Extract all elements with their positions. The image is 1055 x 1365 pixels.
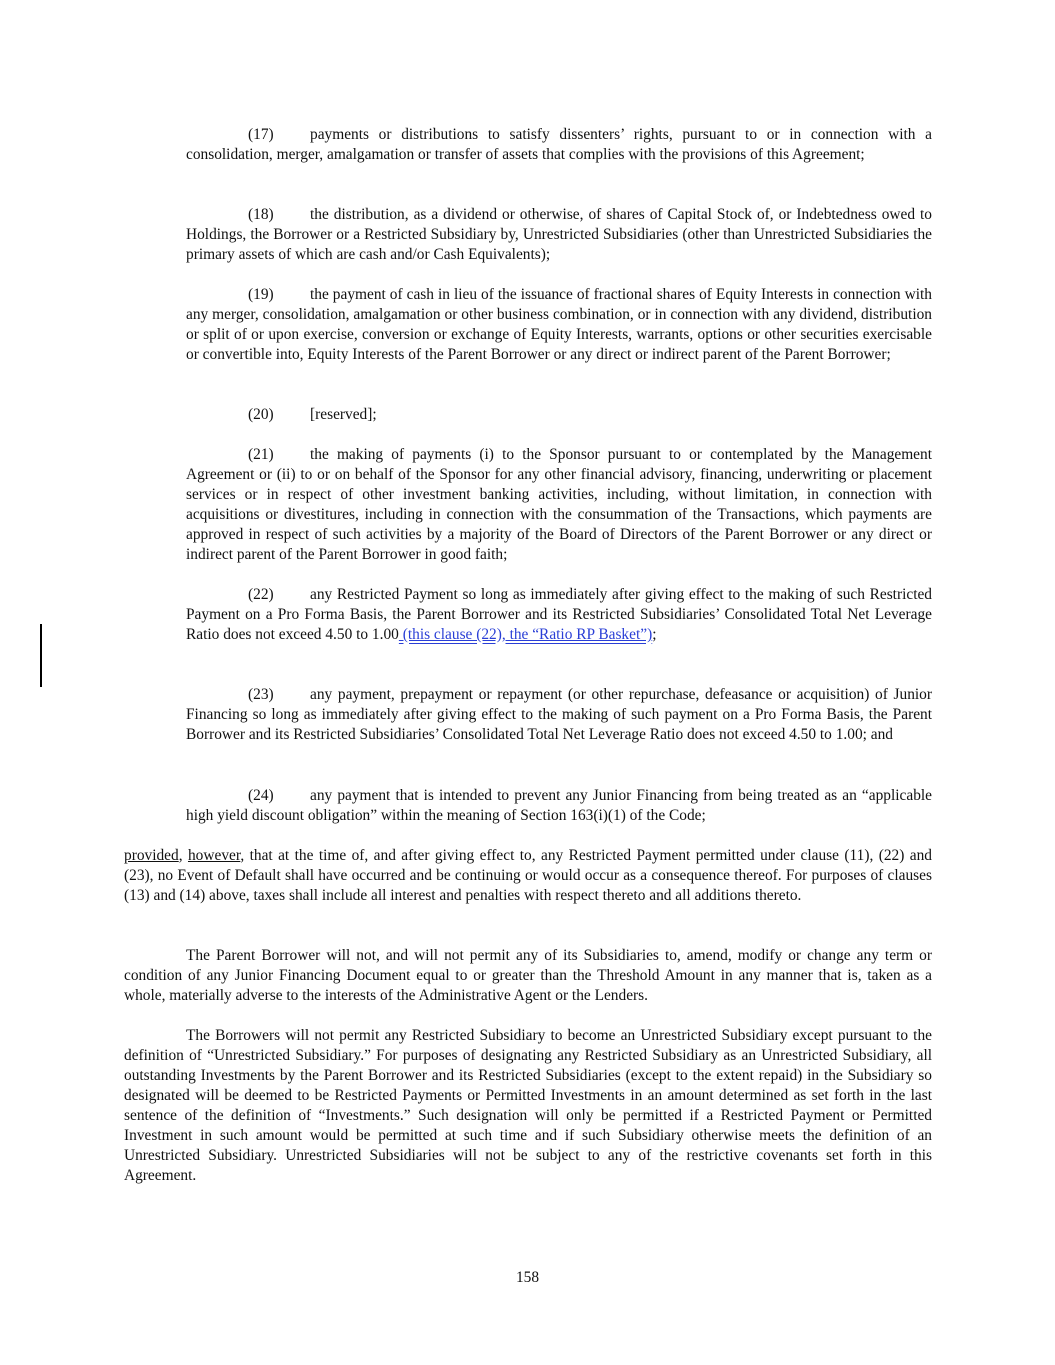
clause-text: payments or distributions to satisfy dissenters’ rights, pursuant to or in connection with a consolidation, merger, amalgamation or transfer of assets that complies with the provisions of this Agreement; bbox=[186, 126, 932, 163]
clause-number: (17) bbox=[248, 126, 274, 143]
clause-number: (23) bbox=[248, 686, 274, 703]
clause-20 bbox=[186, 405, 932, 425]
clause-number: (24) bbox=[248, 787, 274, 804]
clause-text: the payment of cash in lieu of the issuance of fractional shares of Equity Interests in connection with any merger, consolidation, amalgamation or other business combination, or in connection with any dividend, distribution or split of or upon exercise, conversion or exchange of Equity Interests, warrants, options or other securities exercisable or convertible into, Equity Interests of the Parent Borrower or any direct or indirect parent of the Parent Borrower; bbox=[186, 286, 932, 363]
clause-text: any payment that is intended to prevent any Junior Financing from being treated as an “applicable high yield discount obligation” within the meaning of Section 163(i)(1) of the Code; bbox=[186, 787, 932, 824]
page-number: 158 bbox=[515, 1269, 540, 1286]
clause-number: (19) bbox=[248, 286, 274, 303]
proviso-separator: , bbox=[178, 847, 188, 864]
clause-text: the making of payments (i) to the Sponsor pursuant to or contemplated by the Management Agreement or (ii) to or on behalf of the Sponsor for any other financial advisory, financing, underwriting or placement services or in respect of other investment banking activities, including, without limitation, in connection with acquisitions or divestitures, including in connection with the consummation of the Transactions, which payments are approved in respect of such activities by a majority of the Board of Directors of the Parent Borrower or any direct or indirect parent of the Parent Borrower in good faith; bbox=[186, 446, 932, 563]
inserted-text-ratio-rp-basket: (this clause (22), the “Ratio RP Basket”) bbox=[398, 626, 653, 643]
unrestricted-subsidiary-paragraph: The Borrowers will not permit any Restricted Subsidiary to become an Unrestricted Subsidiary except pursuant to the definition of “Unrestricted Subsidiary.” For purposes of designating any Restricted Subsidiary as an Unrestricted Subsidiary, all outstanding Investments by the Parent Borrower and its Restricted Subsidiaries (except to the extent repaid) in the Subsidiary so designated will be deemed to be Restricted Payments or Permitted Investments in an amount determined as set forth in the last sentence of the definition of “Investments.” Such designation will only be permitted if a Restricted Payment or Permitted Investment in such amount would be permitted at such time and if such Subsidiary otherwise meets the definition of an Unrestricted Subsidiary. Unrestricted Subsidiaries will not be subject to any of the restrictive covenants set forth in this Agreement. bbox=[124, 1027, 932, 1184]
clause-text: any Restricted Payment so long as immediately after giving effect to the making of such Restricted Payment on a Pro Forma Basis, the Parent Borrower and its Restricted Subsidiaries’ Consolidated Total Net Leverage Ratio does not exceed 4.50 to 1.00 bbox=[186, 586, 932, 643]
clause-number: (18) bbox=[248, 206, 274, 223]
clause-22 bbox=[186, 585, 932, 645]
junior-financing-paragraph: The Parent Borrower will not, and will not permit any of its Subsidiaries to, amend, modify or change any term or condition of any Junior Financing Document equal to or greater than the Threshold Amount in any manner that is, taken as a whole, materially adverse to the interests of the Administrative Agent or the Lenders. bbox=[124, 947, 932, 1004]
clause-18 bbox=[186, 205, 932, 265]
proviso-text: , that at the time of, and after giving effect to, any Restricted Payment permitted under clause (11), (22) and (23), no Event of Default shall have occurred and be continuing or would occur as a consequence thereof. For purposes of clauses (13) and (14) above, taxes shall include all interest and penalties with respect thereto and all additions thereto. bbox=[124, 847, 933, 904]
proviso-word-provided: provided bbox=[124, 847, 179, 864]
clause-17 bbox=[186, 125, 932, 165]
clause-text: any payment, prepayment or repayment (or other repurchase, defeasance or acquisition) of Junior Financing so long as immediately after giving effect to the making of such payment on a Pro Forma Basis, the Parent Borrower and its Restricted Subsidiaries’ Consolidated Total Net Leverage Ratio does not exceed 4.50 to 1.00; and bbox=[186, 686, 932, 743]
clause-number: (22) bbox=[248, 586, 274, 603]
clause-number: (20) bbox=[248, 406, 274, 423]
clause-21 bbox=[186, 445, 932, 565]
clause-text-tail: ; bbox=[652, 626, 657, 643]
clause-23 bbox=[186, 685, 932, 745]
proviso-word-however: however bbox=[187, 847, 241, 864]
clause-24 bbox=[186, 786, 932, 826]
clause-19 bbox=[186, 285, 932, 365]
clause-text: the distribution, as a dividend or otherwise, of shares of Capital Stock of, or Indebtedness owed to Holdings, the Borrower or a Restricted Subsidiary by, Unrestricted Subsidiaries (other than Unrestricted Subsidiaries the primary assets of which are cash and/or Cash Equivalents); bbox=[186, 206, 932, 263]
clause-text: [reserved]; bbox=[310, 406, 377, 423]
clause-number: (21) bbox=[248, 446, 274, 463]
proviso-paragraph bbox=[124, 846, 932, 906]
change-bar bbox=[40, 624, 42, 687]
